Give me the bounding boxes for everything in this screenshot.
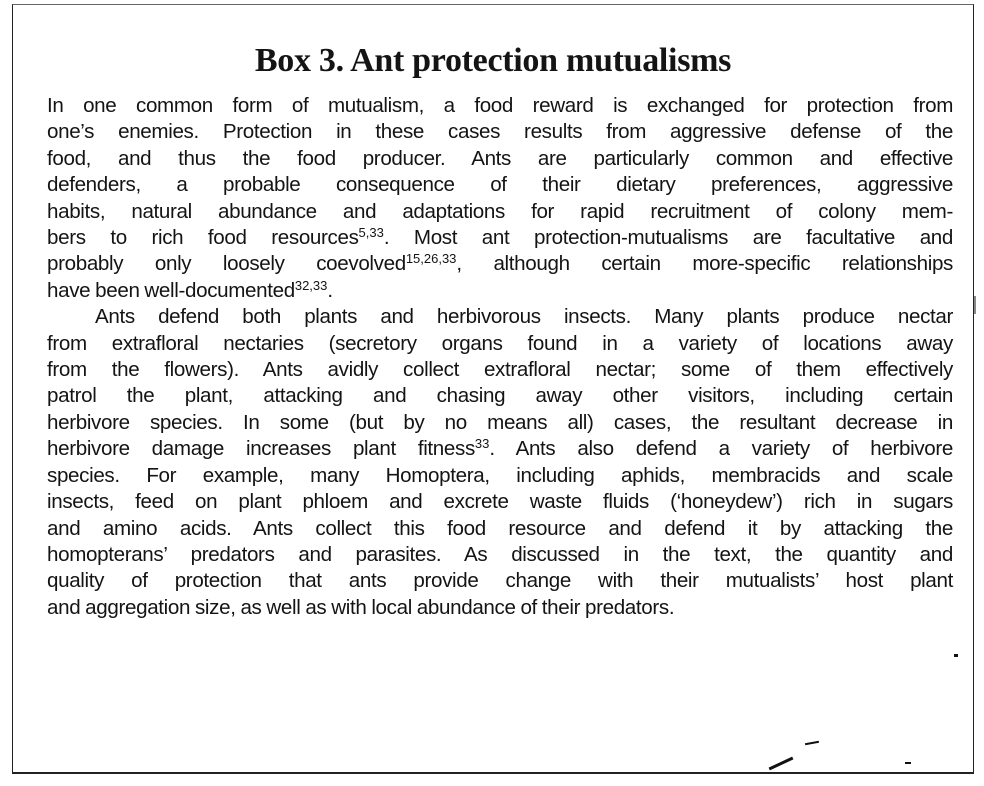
text-line: defenders, a probable consequence of their dietary preferences, aggressive — [47, 173, 953, 197]
text-run: probably only loosely coevolved — [47, 252, 406, 276]
text-run: have been well-documented — [47, 278, 295, 302]
box-title: Box 3. Ant protection mutualisms — [254, 42, 732, 79]
text-line — [47, 251, 953, 277]
scan-speck — [974, 296, 976, 314]
text-line: Ants defend both plants and herbivorous insects. Many plants produce nectar — [95, 305, 953, 329]
text-line: herbivore species. In some (but by no means all) cases, the resultant decrease in — [47, 410, 953, 434]
text-line: one’s enemies. Protection in these cases results from aggressive defense of the — [47, 120, 953, 144]
scan-speck — [905, 762, 911, 764]
text-line: In one common form of mutualism, a food reward is exchanged for protection from — [47, 94, 953, 117]
text-line: food, and thus the food producer. Ants are particularly common and effective — [47, 146, 953, 170]
scan-speck — [954, 654, 958, 657]
reference-superscript: 5,33 — [358, 225, 384, 241]
reference-superscript: 15,26,33 — [405, 251, 457, 267]
text-run: . Ants also defend a variety of herbivore — [489, 437, 953, 461]
text-line — [47, 278, 953, 304]
text-line: from the flowers). Ants avidly collect extrafloral nectar; some of them effectively — [47, 358, 953, 382]
reference-superscript: 33 — [474, 436, 490, 452]
text-run: herbivore damage increases plant fitness — [47, 437, 475, 461]
text-line: homopterans’ predators and parasites. As discussed in the text, the quantity and — [47, 542, 953, 566]
text-line: quality of protection that ants provide change with their mutualists’ host plant — [47, 569, 953, 593]
text-run: . Most ant protection-mutualisms are facultative and — [383, 226, 954, 250]
box-body — [47, 93, 953, 621]
text-line — [47, 436, 953, 462]
paragraph-2 — [47, 304, 953, 621]
text-run: bers to rich food resources — [47, 226, 359, 250]
box-3-frame — [12, 4, 974, 774]
reference-superscript: 32,33 — [294, 277, 328, 293]
text-run: . — [327, 278, 333, 302]
text-line — [47, 225, 953, 251]
text-line: and amino acids. Ants collect this food resource and defend it by attacking the — [47, 516, 953, 540]
text-line: habits, natural abundance and adaptations for rapid recruitment of colony mem- — [47, 199, 953, 223]
text-line: insects, feed on plant phloem and excrete waste fluids (‘honeydew’) rich in sugars — [47, 490, 953, 514]
text-line: from extrafloral nectaries (secretory organs found in a variety of locations away — [47, 331, 953, 355]
text-line: and aggregation size, as well as with local abundance of their predators. — [47, 595, 675, 619]
paragraph-1 — [47, 93, 953, 304]
text-run: , although certain more-specific relationships — [456, 252, 953, 276]
text-line: species. For example, many Homoptera, including aphids, membracids and scale — [47, 463, 953, 487]
text-line: patrol the plant, attacking and chasing away other visitors, including certain — [47, 384, 953, 408]
